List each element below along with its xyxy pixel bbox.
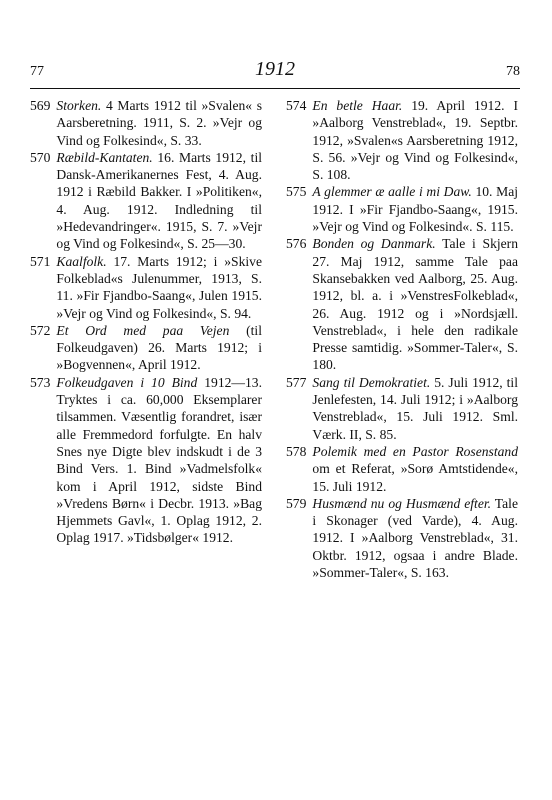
entry-text: om et Referat, »Sorø Amtstidende«, 15. Juli 1912. [312, 461, 518, 494]
entry-body [56, 374, 262, 547]
entry-text: 10. Maj 1912. I »Fir Fjandbo-Saang«, 1915. »Vejr og Vind og Folkesind«. S. 115. [312, 184, 519, 235]
page-header [30, 58, 520, 86]
right-column [286, 97, 518, 581]
entry-number: 572 [30, 322, 51, 338]
bibliography-entry [286, 97, 518, 183]
page-number-right: 78 [506, 64, 520, 79]
entry-body [56, 149, 262, 253]
entry-body [312, 443, 518, 495]
entry-number: 569 [30, 98, 51, 113]
entry-title: Ræbild-Kantaten. [56, 149, 153, 165]
entry-title: Husmænd nu og Husmænd efter. [312, 495, 492, 511]
entry-number: 578 [286, 443, 307, 459]
entry-text: 16. Marts 1912, til Dansk-Amerikanernes Fest, 4. Aug. 1912 i Ræbild Bakker. I »Politiken«, 4. Aug. 1912. Indledning til »Hedevandringer«. 1915, S. 7. »Vejr og Vind og Folkesind«, S. 25—30. [56, 149, 262, 252]
entry-title: Et Ord med paa Vejen [56, 322, 230, 338]
entry-body [312, 374, 518, 443]
bibliography-entry [286, 235, 518, 373]
header-rule [30, 88, 520, 89]
entry-text: 5. Juli 1912, til Jenlefesten, 14. Juli 1912; i »Aalborg Venstreblad«, 15. Juli 1912. Sml. Værk. II, S. 85. [312, 374, 518, 442]
entry-body [56, 97, 262, 149]
bibliography-entry [30, 253, 262, 322]
entry-number: 575 [286, 184, 307, 200]
entry-number: 579 [286, 495, 307, 511]
entry-title: Storken. [56, 98, 102, 113]
entry-text: 19. April 1912. I »Aalborg Venstreblad«, 19. Septbr. 1912, »Svalen«s Aarsberetning 1912, S. 56. »Vejr og Vind og Folkesind«, S. 108. [312, 98, 518, 183]
entry-title: En betle Haar. [312, 98, 403, 113]
bibliography-entry [286, 183, 518, 235]
page-number-left: 77 [30, 64, 44, 79]
entry-title: A glemmer æ aalle i mi Daw. [312, 184, 472, 200]
entry-number: 570 [30, 149, 51, 165]
entry-body [56, 253, 262, 322]
entry-text: 4 Marts 1912 til »Svalen« s Aarsberetning. 1911, S. 2. »Vejr og Vind og Folkesind«, S. 33. [56, 98, 262, 148]
bibliography-entry [30, 374, 262, 547]
entry-body [56, 322, 262, 374]
entry-number: 571 [30, 253, 51, 269]
entry-title: Kaalfolk. [56, 253, 107, 269]
entry-text: Tale i Skjern 27. Maj 1912, samme Tale paa Skansebakken ved Aalborg, 25. Aug. 1912, bl. a. i »VenstresFolkeblad«, 26. Aug. 1912 og i »Nordsjæll. Venstreblad«, i hele den radikale Presse samtidig. »Sommer-Taler«, S. 180. [312, 236, 518, 373]
entry-number: 577 [286, 374, 307, 390]
bibliography-entry [286, 374, 518, 443]
bibliography-entry [30, 322, 262, 374]
entry-body [312, 97, 518, 183]
bibliography-entry [30, 149, 262, 253]
entry-text: Tale i Skonager (ved Varde), 4. Aug. 1912. I »Aalborg Venstreblad«, 31. Oktbr. 1912, ogsaa i andre Blade. »Sommer-Taler«, S. 163. [312, 495, 518, 581]
running-head-year: 1912 [255, 58, 295, 80]
left-column [30, 97, 262, 547]
entry-number: 576 [286, 236, 307, 252]
bibliography-entry [286, 443, 518, 495]
entry-title: Sang til Demokratiet. [312, 374, 431, 390]
entry-title: Bonden og Danmark. [312, 236, 436, 252]
entry-body [312, 235, 518, 373]
entry-number: 573 [30, 374, 51, 390]
entry-text: 17. Marts 1912; i »Skive Folkeblad«s Julenummer, 1913, S. 11. »Fir Fjandbo-Saang«, Julen 1915. »Vejr og Vind og Folkesind«, S. 94. [56, 253, 262, 321]
bibliography-entry [30, 97, 262, 149]
entry-text: (til Folkeudgaven) 26. Marts 1912; i »Bogvennen«, April 1912. [56, 322, 262, 373]
entry-body [312, 183, 518, 235]
entry-title: Polemik med en Pastor Rosenstand [312, 443, 518, 459]
bibliography-entry [286, 495, 518, 581]
entry-title: Folkeudgaven i 10 Bind [56, 374, 198, 390]
entry-text: 1912—13. Tryktes i ca. 60,000 Eksemplarer tilsammen. Væsentlig forandret, især alle Fremmedord forfulgte. En halv Snes nye Digte blev indskudt i de 3 Bind Vers. 1. Bind »Vadmelsfolk« kom i April 1912, sidste Bind »Vredens Børn« i Decbr. 1913. »Bag Hjemmets Gavl«, 1. Oplag 1912, 2. Oplag 1917. »Tidsbølger« 1912. [56, 374, 262, 546]
entry-body [312, 495, 518, 581]
entry-number: 574 [286, 98, 307, 113]
